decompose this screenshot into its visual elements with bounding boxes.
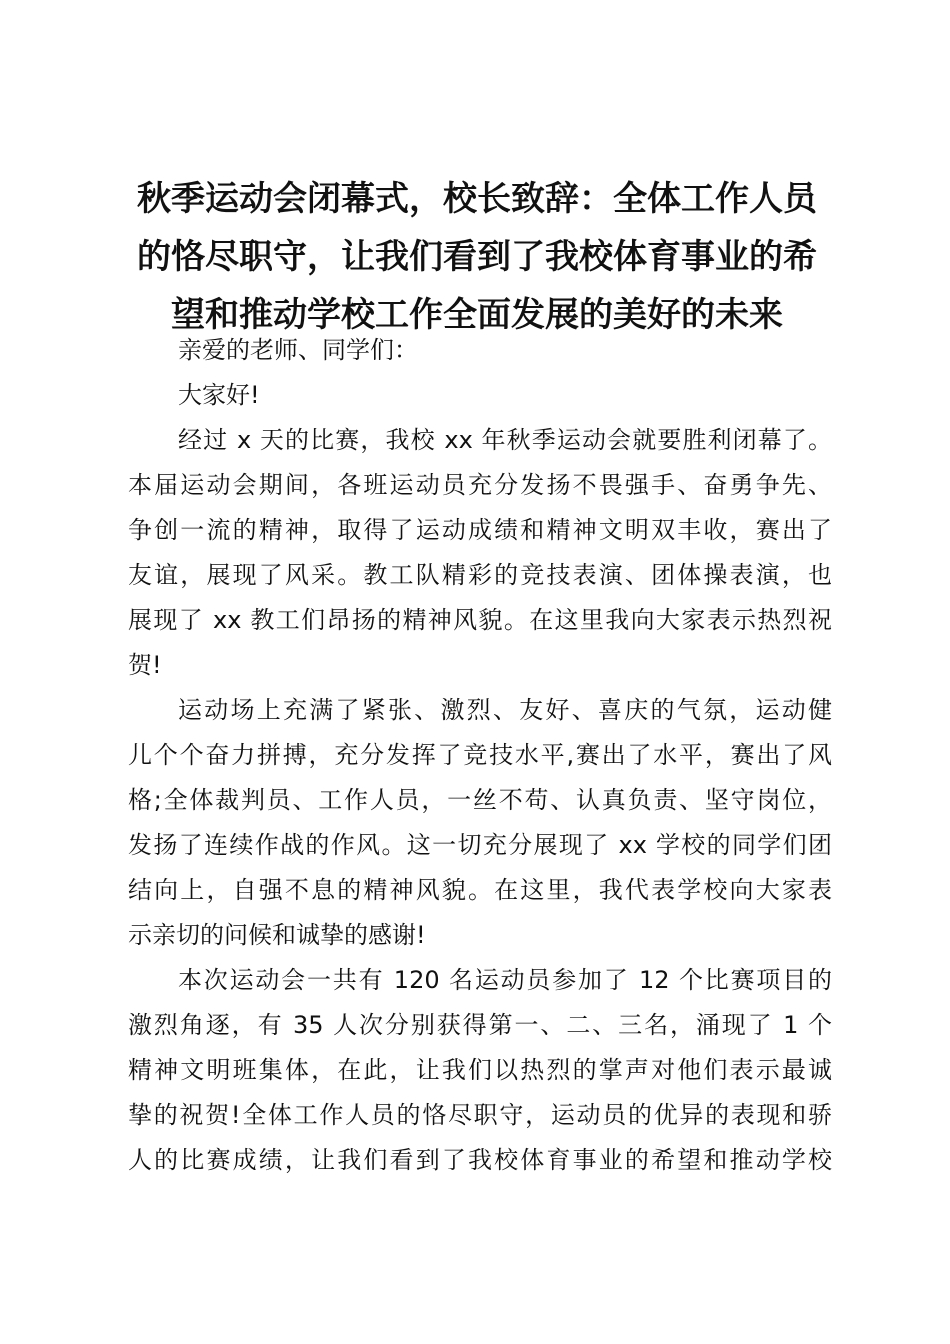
paragraph-line: 贺!: [128, 651, 162, 679]
paragraph-line: 示亲切的问候和诚挚的感谢!: [128, 921, 426, 949]
paragraph-line: 挚的祝贺!全体工作人员的恪尽职守，运动员的优异的表现和骄: [128, 1101, 832, 1129]
paragraph-line: 争创一流的精神，取得了运动成绩和精神文明双丰收，赛出了: [128, 516, 832, 544]
paragraph-1: [128, 418, 832, 688]
salutation: 亲爱的老师、同学们：: [178, 336, 418, 364]
paragraph-line: 结向上，自强不息的精神风貌。在这里，我代表学校向大家表: [128, 876, 832, 904]
document-body: [128, 328, 832, 1183]
paragraph-3: [128, 958, 832, 1183]
paragraph-line: 激烈角逐，有 35 人次分别获得第一、二、三名，涌现了 1 个: [128, 1011, 832, 1039]
greeting: 大家好!: [178, 381, 260, 409]
title-line-3: 望和推动学校工作全面发展的美好的未来: [171, 295, 783, 335]
paragraph-line: 展现了 xx 教工们昂扬的精神风貌。在这里我向大家表示热烈祝: [128, 606, 832, 634]
title-line-1: 秋季运动会闭幕式，校长致辞：全体工作人员: [137, 179, 817, 219]
paragraph-line: 友谊，展现了风采。教工队精彩的竞技表演、团体操表演，也: [128, 561, 832, 589]
paragraph-line: 儿个个奋力拼搏，充分发挥了竞技水平,赛出了水平，赛出了风: [128, 741, 832, 769]
title-line-2: 的恪尽职守，让我们看到了我校体育事业的希: [137, 237, 817, 277]
paragraph-2: [128, 688, 832, 958]
paragraph-line: 本次运动会一共有 120 名运动员参加了 12 个比赛项目的: [178, 966, 832, 994]
paragraph-line: 发扬了连续作战的作风。这一切充分展现了 xx 学校的同学们团: [128, 831, 832, 859]
paragraph-line: 经过 x 天的比赛，我校 xx 年秋季运动会就要胜利闭幕了。: [178, 426, 832, 454]
paragraph-line: 格;全体裁判员、工作人员，一丝不苟、认真负责、坚守岗位，: [128, 786, 832, 814]
paragraph-line: 精神文明班集体，在此，让我们以热烈的掌声对他们表示最诚: [128, 1056, 832, 1084]
document-title: [122, 170, 832, 344]
paragraph-line: 运动场上充满了紧张、激烈、友好、喜庆的气氛，运动健: [178, 696, 832, 724]
paragraph-line: 人的比赛成绩，让我们看到了我校体育事业的希望和推动学校: [128, 1146, 832, 1174]
paragraph-line: 本届运动会期间，各班运动员充分发扬不畏强手、奋勇争先、: [128, 471, 832, 499]
